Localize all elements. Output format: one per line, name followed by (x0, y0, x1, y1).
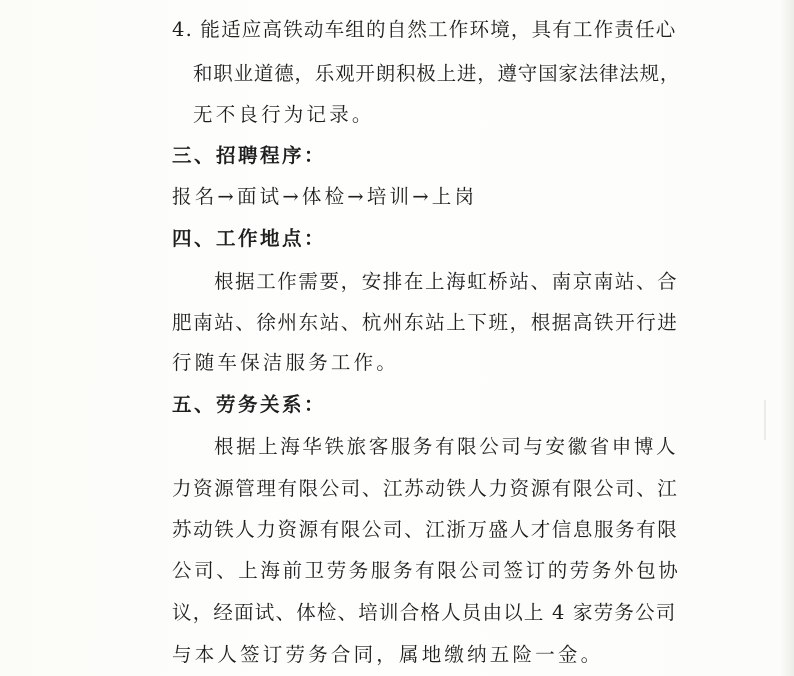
section-5-line-5: 议，经面试、体检、培训合格人员由以上 4 家劳务公司 (172, 601, 677, 624)
scan-edge-shadow (780, 0, 794, 676)
section-4-line-3: 行随车保洁服务工作。 (172, 351, 400, 374)
section-5-line-2: 力资源管理有限公司、江苏动铁人力资源有限公司、江 (172, 477, 679, 500)
item-4-line-3: 无不良行为记录。 (193, 103, 375, 126)
recruitment-process: 报名→面试→体检→培训→上岗 (172, 185, 478, 208)
section-5-heading: 五、劳务关系： (172, 393, 327, 416)
section-4-line-1: 根据工作需要，安排在上海虹桥站、南京南站、合 (214, 270, 679, 293)
section-3-heading: 三、招聘程序： (172, 144, 327, 167)
section-5-line-4: 公司、上海前卫劳务服务有限公司签订的劳务外包协 (172, 559, 681, 582)
section-4-heading: 四、工作地点： (172, 227, 327, 250)
item-4-line-1: 4. 能适应高铁动车组的自然工作环境，具有工作责任心 (172, 18, 677, 41)
item-4-line-2: 和职业道德，乐观开朗积极上进，遵守国家法律法规， (193, 62, 681, 85)
scan-artifact (764, 400, 778, 440)
section-5-line-1: 根据上海华铁旅客服务有限公司与安徽省申博人 (214, 435, 679, 458)
section-5-line-6: 与本人签订劳务合同，属地缴纳五险一金。 (172, 643, 604, 666)
section-5-line-3: 苏动铁人力资源有限公司、江浙万盛人才信息服务有限 (172, 518, 679, 541)
section-4-line-2: 肥南站、徐州东站、杭州东站上下班，根据高铁开行进 (172, 311, 679, 334)
